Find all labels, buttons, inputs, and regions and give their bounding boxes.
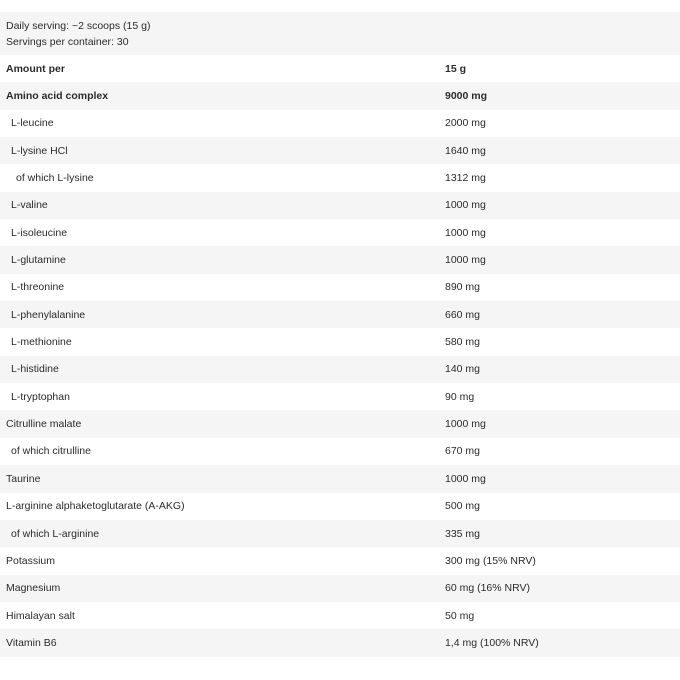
row-value: 660 mg	[445, 308, 481, 321]
row-value: 500 mg	[445, 500, 481, 513]
row-value: 890 mg	[445, 281, 481, 294]
row-name: Amino acid complex	[6, 90, 109, 103]
row-value: 1000 mg	[445, 254, 486, 267]
row-name: L-arginine alphaketoglutarate (A-AKG)	[6, 500, 185, 513]
row-value: 670 mg	[445, 445, 481, 458]
row-value: 1000 mg	[445, 472, 486, 485]
table-row	[0, 465, 680, 492]
table-row	[0, 328, 680, 355]
table-row	[0, 356, 680, 383]
table-row	[0, 547, 680, 574]
row-value: 1000 mg	[445, 199, 486, 212]
row-name: Magnesium	[6, 582, 61, 595]
row-value: 1312 mg	[445, 172, 486, 185]
table-row	[0, 629, 680, 656]
row-value: 140 mg	[445, 363, 481, 376]
table-row	[0, 493, 680, 520]
table-row	[0, 438, 680, 465]
table-header-row	[0, 55, 680, 82]
row-name: of which citrulline	[11, 445, 91, 458]
row-name: L-isoleucine	[11, 226, 68, 239]
table-row	[0, 192, 680, 219]
table-row	[0, 110, 680, 137]
header-label: Amount per	[6, 62, 65, 75]
row-value: 1640 mg	[445, 144, 486, 157]
row-name: Citrulline malate	[6, 418, 82, 431]
row-name: Taurine	[6, 472, 41, 485]
row-name: Himalayan salt	[6, 609, 75, 622]
table-row	[0, 575, 680, 602]
row-name: L-tryptophan	[11, 390, 70, 403]
table-row	[0, 274, 680, 301]
row-name: Vitamin B6	[6, 636, 57, 649]
table-row	[0, 219, 680, 246]
row-value: 2000 mg	[445, 117, 486, 130]
table-row	[0, 246, 680, 273]
row-name: Potassium	[6, 554, 56, 567]
nutrition-table	[0, 12, 680, 658]
row-name: L-glutamine	[11, 254, 66, 267]
header-value: 15 g	[445, 62, 467, 75]
row-value: 1,4 mg (100% NRV)	[445, 636, 539, 649]
table-row	[0, 520, 680, 547]
row-value: 335 mg	[445, 527, 481, 540]
row-value: 1000 mg	[445, 226, 486, 239]
table-row	[0, 383, 680, 410]
row-value: 90 mg	[445, 390, 475, 403]
table-row	[0, 301, 680, 328]
row-name: L-leucine	[11, 117, 54, 130]
table-row	[0, 82, 680, 109]
row-name: L-phenylalanine	[11, 308, 86, 321]
row-name: L-valine	[11, 199, 48, 212]
row-name: L-lysine HCl	[11, 144, 68, 157]
table-row	[0, 410, 680, 437]
row-value: 60 mg (16% NRV)	[445, 582, 531, 595]
table-row	[0, 602, 680, 629]
serving-info	[0, 12, 680, 55]
table-row	[0, 164, 680, 191]
row-value: 580 mg	[445, 336, 481, 349]
daily-serving-text: Daily serving: ~2 scoops (15 g)	[6, 19, 151, 32]
row-value: 50 mg	[445, 609, 475, 622]
row-value: 300 mg (15% NRV)	[445, 554, 536, 567]
row-name: L-histidine	[11, 363, 59, 376]
row-name: of which L-arginine	[11, 527, 100, 540]
servings-per-container-text: Servings per container: 30	[6, 35, 129, 48]
row-value: 1000 mg	[445, 418, 486, 431]
row-name: L-threonine	[11, 281, 65, 294]
table-row	[0, 137, 680, 164]
row-value: 9000 mg	[445, 90, 488, 103]
row-name: L-methionine	[11, 336, 72, 349]
row-name: of which L-lysine	[16, 172, 94, 185]
